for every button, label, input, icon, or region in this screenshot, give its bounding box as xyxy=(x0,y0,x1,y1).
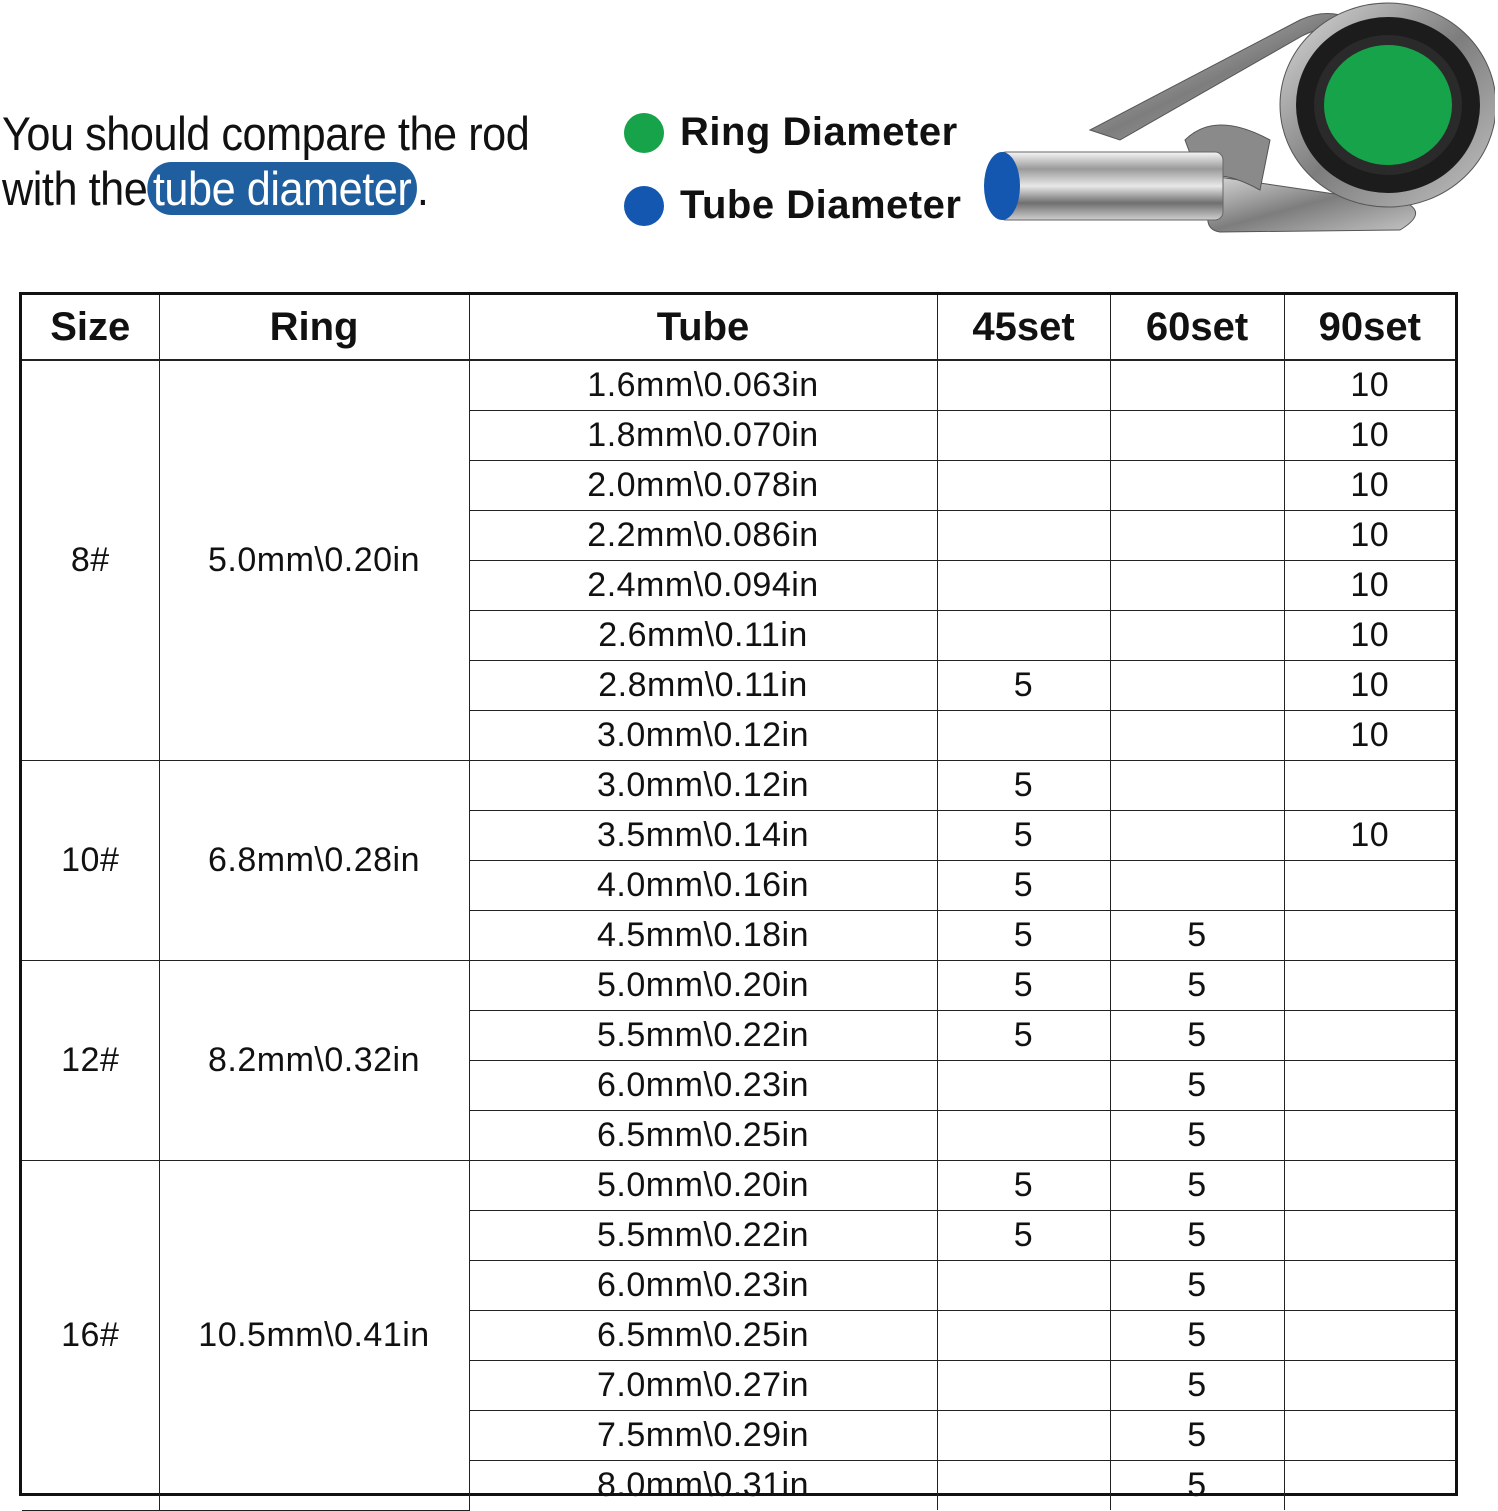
set45-cell xyxy=(937,511,1110,561)
set90-cell: 10 xyxy=(1284,661,1455,711)
size-table xyxy=(22,295,1455,1511)
tube-cell: 6.0mm\0.23in xyxy=(469,1061,937,1111)
tube-cell: 6.0mm\0.23in xyxy=(469,1261,937,1311)
tube-cell: 5.0mm\0.20in xyxy=(469,1161,937,1211)
set45-cell xyxy=(937,1361,1110,1411)
ring-cell: 5.0mm\0.20in xyxy=(159,360,469,761)
set90-cell xyxy=(1284,1211,1455,1261)
legend-ring-diameter xyxy=(624,110,958,155)
header-60set: 60set xyxy=(1110,295,1284,360)
set90-cell xyxy=(1284,1311,1455,1361)
tube-cell: 8.0mm\0.31in xyxy=(469,1461,937,1511)
set90-cell: 10 xyxy=(1284,511,1455,561)
size-cell: 10# xyxy=(22,761,159,961)
intro-line-2-suffix: . xyxy=(416,162,429,215)
set90-cell xyxy=(1284,1011,1455,1061)
set60-cell xyxy=(1110,461,1284,511)
set90-cell xyxy=(1284,1361,1455,1411)
legend-tube-label: Tube Diameter xyxy=(680,183,962,227)
table-header-row xyxy=(22,295,1455,360)
header-size: Size xyxy=(22,295,159,360)
tube-cell: 1.6mm\0.063in xyxy=(469,360,937,411)
tube-cell: 7.5mm\0.29in xyxy=(469,1411,937,1461)
set60-cell: 5 xyxy=(1110,1261,1284,1311)
set60-cell xyxy=(1110,611,1284,661)
set60-cell: 5 xyxy=(1110,911,1284,961)
tube-cell: 6.5mm\0.25in xyxy=(469,1311,937,1361)
tube-cell: 3.0mm\0.12in xyxy=(469,711,937,761)
tube-cell: 2.4mm\0.094in xyxy=(469,561,937,611)
set45-cell xyxy=(937,360,1110,411)
table-row xyxy=(22,761,1455,811)
tube-cell: 4.5mm\0.18in xyxy=(469,911,937,961)
header-45set: 45set xyxy=(937,295,1110,360)
tube-cell: 5.5mm\0.22in xyxy=(469,1211,937,1261)
set45-cell xyxy=(937,1111,1110,1161)
intro-line-2 xyxy=(2,161,529,216)
set60-cell: 5 xyxy=(1110,1411,1284,1461)
set45-cell xyxy=(937,1461,1110,1511)
table-row xyxy=(22,1161,1455,1211)
size-cell: 8# xyxy=(22,360,159,761)
set90-cell xyxy=(1284,1461,1455,1511)
set60-cell xyxy=(1110,360,1284,411)
intro-text xyxy=(2,106,529,216)
set60-cell: 5 xyxy=(1110,1161,1284,1211)
set90-cell: 10 xyxy=(1284,711,1455,761)
set90-cell xyxy=(1284,1261,1455,1311)
set60-cell: 5 xyxy=(1110,1461,1284,1511)
tube-cell: 4.0mm\0.16in xyxy=(469,861,937,911)
set90-cell xyxy=(1284,1111,1455,1161)
tube-end-blue xyxy=(984,152,1020,220)
set60-cell xyxy=(1110,661,1284,711)
tube-cell: 2.2mm\0.086in xyxy=(469,511,937,561)
ring-insert-green xyxy=(1324,45,1452,165)
set90-cell: 10 xyxy=(1284,561,1455,611)
set90-cell: 10 xyxy=(1284,611,1455,661)
tube-cell: 2.0mm\0.078in xyxy=(469,461,937,511)
set45-cell xyxy=(937,711,1110,761)
set60-cell xyxy=(1110,711,1284,761)
set60-cell xyxy=(1110,511,1284,561)
set60-cell xyxy=(1110,761,1284,811)
tube-cell: 6.5mm\0.25in xyxy=(469,1111,937,1161)
set60-cell: 5 xyxy=(1110,1061,1284,1111)
tube-cell: 7.0mm\0.27in xyxy=(469,1361,937,1411)
set60-cell xyxy=(1110,861,1284,911)
set45-cell: 5 xyxy=(937,1161,1110,1211)
ring-cell: 6.8mm\0.28in xyxy=(159,761,469,961)
set60-cell xyxy=(1110,411,1284,461)
set60-cell xyxy=(1110,811,1284,861)
set90-cell: 10 xyxy=(1284,461,1455,511)
ring-cell: 10.5mm\0.41in xyxy=(159,1161,469,1511)
tube-cell: 3.5mm\0.14in xyxy=(469,811,937,861)
header-tube: Tube xyxy=(469,295,937,360)
tube-cell: 2.8mm\0.11in xyxy=(469,661,937,711)
set90-cell xyxy=(1284,911,1455,961)
legend-tube-diameter xyxy=(624,183,961,228)
ring-cell: 8.2mm\0.32in xyxy=(159,961,469,1161)
tube-diameter-highlight: tube diameter xyxy=(147,162,416,215)
tube-cell: 1.8mm\0.070in xyxy=(469,411,937,461)
set45-cell: 5 xyxy=(937,861,1110,911)
set60-cell: 5 xyxy=(1110,1111,1284,1161)
set60-cell xyxy=(1110,561,1284,611)
set60-cell: 5 xyxy=(1110,1311,1284,1361)
green-dot-icon xyxy=(624,113,664,153)
tube-cell: 5.5mm\0.22in xyxy=(469,1011,937,1061)
set45-cell: 5 xyxy=(937,811,1110,861)
set45-cell xyxy=(937,411,1110,461)
set60-cell: 5 xyxy=(1110,1361,1284,1411)
set45-cell: 5 xyxy=(937,1011,1110,1061)
set90-cell xyxy=(1284,1161,1455,1211)
size-cell: 12# xyxy=(22,961,159,1161)
set45-cell xyxy=(937,611,1110,661)
blue-dot-icon xyxy=(624,186,664,226)
set45-cell: 5 xyxy=(937,661,1110,711)
set45-cell xyxy=(937,561,1110,611)
legend-ring-label: Ring Diameter xyxy=(680,110,958,154)
set90-cell xyxy=(1284,961,1455,1011)
set45-cell: 5 xyxy=(937,1211,1110,1261)
set45-cell xyxy=(937,1261,1110,1311)
set45-cell: 5 xyxy=(937,761,1110,811)
size-chart-table xyxy=(19,292,1458,1504)
set45-cell xyxy=(937,1411,1110,1461)
set60-cell: 5 xyxy=(1110,1011,1284,1061)
set90-cell xyxy=(1284,761,1455,811)
table-row xyxy=(22,961,1455,1011)
set90-cell: 10 xyxy=(1284,811,1455,861)
tube-cell: 3.0mm\0.12in xyxy=(469,761,937,811)
intro-line-1: You should compare the rod xyxy=(2,107,530,160)
set45-cell xyxy=(937,1311,1110,1361)
tube-cell: 2.6mm\0.11in xyxy=(469,611,937,661)
intro-line-2-prefix: with the xyxy=(2,162,148,215)
rod-guide-illustration xyxy=(970,0,1495,265)
tube-cell: 5.0mm\0.20in xyxy=(469,961,937,1011)
size-cell: 16# xyxy=(22,1161,159,1511)
header-90set: 90set xyxy=(1284,295,1455,360)
set45-cell xyxy=(937,1061,1110,1111)
set60-cell: 5 xyxy=(1110,961,1284,1011)
set90-cell xyxy=(1284,1061,1455,1111)
set45-cell: 5 xyxy=(937,911,1110,961)
set90-cell: 10 xyxy=(1284,411,1455,461)
table-row xyxy=(22,360,1455,411)
set45-cell xyxy=(937,461,1110,511)
set90-cell xyxy=(1284,861,1455,911)
set45-cell: 5 xyxy=(937,961,1110,1011)
set60-cell: 5 xyxy=(1110,1211,1284,1261)
header-ring: Ring xyxy=(159,295,469,360)
set90-cell xyxy=(1284,1411,1455,1461)
set90-cell: 10 xyxy=(1284,360,1455,411)
